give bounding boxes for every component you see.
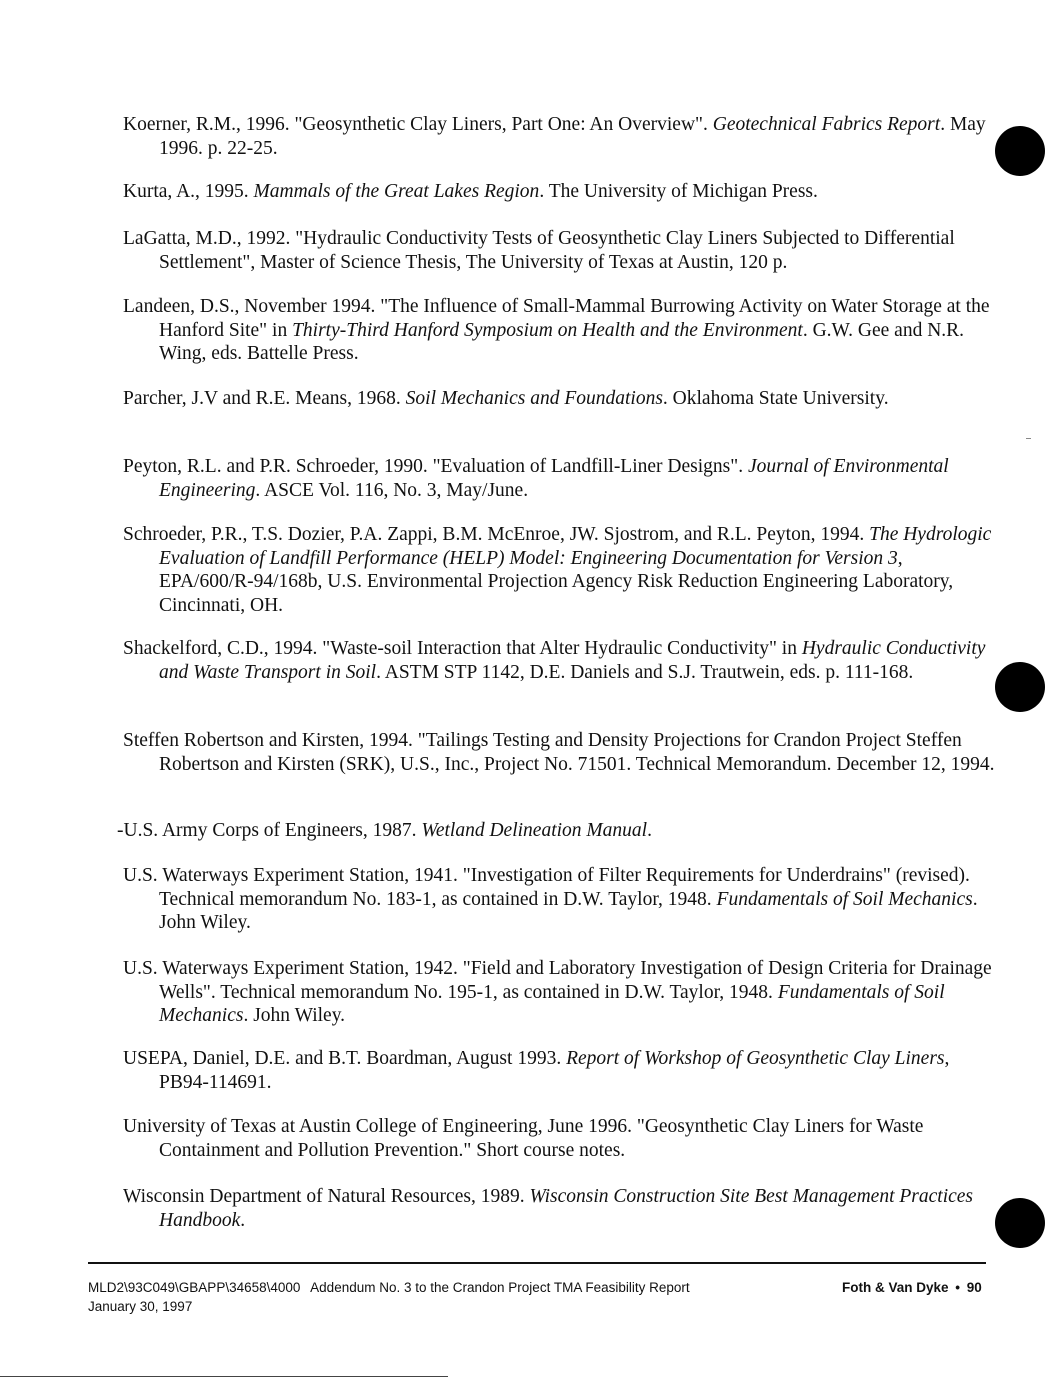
footer-line-1 (88, 1278, 690, 1297)
reference-text: , PB94-114691. (159, 1048, 950, 1093)
footer-right (842, 1278, 982, 1297)
reference-entry (123, 455, 999, 502)
binder-punch-hole (995, 662, 1045, 712)
reference-title: Geotechnical Fabrics Report (712, 114, 941, 135)
reference-text: Steffen Robertson and Kirsten, 1994. "Tailings Testing and Density Projections for Crandon Project Steffen Robertson and Kirsten (SRK), U.S., Inc., Project No. 71501. Technical Memorandum. December 12, 1994. (123, 730, 995, 775)
reference-text: Parcher, J.V and R.E. Means, 1968. (123, 388, 406, 409)
reference-entry (123, 523, 999, 617)
reference-text: Landeen, D.S., November 1994. "The Influence of Small-Mammal Burrowing Activity on Water Storage at the Hanford Site" in (123, 296, 990, 341)
scan-edge-line (0, 1376, 448, 1377)
reference-text: LaGatta, M.D., 1992. "Hydraulic Conductivity Tests of Geosynthetic Clay Liners Subjected to Differential Settlement", Master of Science Thesis, The University of Texas at Austin, 120 p. (123, 228, 955, 273)
footer-divider (88, 1262, 986, 1264)
scan-mark (1026, 438, 1031, 439)
reference-text: Kurta, A., 1995. (123, 181, 254, 202)
footer-firm: Foth & Van Dyke (842, 1280, 949, 1295)
reference-entry (123, 1115, 999, 1162)
reference-text: Schroeder, P.R., T.S. Dozier, P.A. Zappi, B.M. McEnroe, JW. Sjostrom, and R.L. Peyton, 1994. (123, 524, 870, 545)
reference-text: U.S. Waterways Experiment Station, 1941. "Investigation of Filter Requirements for Underdrains" (revised). Technical memorandum No. 183-1, as contained in D.W. Taylor, 1948. (123, 865, 970, 910)
reference-text: U.S. Waterways Experiment Station, 1942. "Field and Laboratory Investigation of Design Criteria for Drainage Wells". Technical memorandum No. 195-1, as contained in D.W. Taylor, 1948. (123, 958, 992, 1003)
reference-entry (123, 1047, 999, 1094)
reference-entry (123, 295, 999, 366)
reference-title: Wetland Delineation Manual (421, 820, 648, 841)
reference-title: Wisconsin Construction Site Best Management Practices Handbook (159, 1186, 974, 1231)
reference-entry (123, 1185, 999, 1232)
binder-punch-hole (995, 1198, 1045, 1248)
reference-text: . ASTM STP 1142, D.E. Daniels and S.J. Trautwein, eds. p. 111-168. (376, 661, 914, 683)
reference-text: USEPA, Daniel, D.E. and B.T. Boardman, August 1993. (123, 1048, 567, 1069)
reference-text: Shackelford, C.D., 1994. "Waste-soil Interaction that Alter Hydraulic Conductivity" in (123, 638, 802, 659)
reference-entry (117, 819, 993, 843)
reference-text: -U.S. Army Corps of Engineers, 1987. (117, 820, 422, 841)
reference-text: . The University of Michigan Press. (539, 181, 818, 202)
reference-entry (123, 387, 999, 411)
reference-entry (123, 180, 999, 204)
reference-entry (123, 729, 999, 776)
reference-title: The Hydrologic Evaluation of Landfill Performance (HELP) Model: Engineering Documentation for Version 3 (159, 524, 992, 569)
reference-entry (123, 957, 999, 1028)
footer-path: MLD2\93C049\GBAPP\34658\4000 (88, 1280, 301, 1295)
reference-text: . ASCE Vol. 116, No. 3, May/June. (255, 479, 529, 501)
reference-text: , EPA/600/R-94/168b, U.S. Environmental Projection Agency Risk Reduction Engineering Laboratory, Cincinnati, OH. (159, 547, 954, 616)
reference-text: . (647, 820, 652, 841)
footer-bullet: • (955, 1280, 961, 1295)
footer-date: January 30, 1997 (88, 1299, 193, 1314)
reference-entry (123, 113, 999, 160)
reference-text: . John Wiley. (159, 888, 978, 933)
reference-text: . G.W. Gee and N.R. Wing, eds. Battelle Press. (159, 319, 965, 364)
reference-entry (123, 227, 999, 274)
footer-report-title: Addendum No. 3 to the Crandon Project TMA Feasibility Report (310, 1280, 690, 1295)
page-number: 90 (966, 1280, 982, 1295)
reference-title: Soil Mechanics and Foundations (405, 388, 663, 409)
reference-text: . May 1996. p. 22-25. (159, 114, 986, 159)
reference-text: . John Wiley. (243, 1005, 346, 1026)
reference-text: . (240, 1209, 246, 1231)
footer-left (88, 1278, 690, 1316)
reference-title: Journal of Environmental Engineering (159, 456, 949, 501)
reference-title: Hydraulic Conductivity and Waste Transport in Soil (159, 638, 986, 683)
reference-title: Report of Workshop of Geosynthetic Clay Liners (566, 1048, 945, 1069)
reference-text: . Oklahoma State University. (662, 388, 889, 409)
reference-entry (123, 637, 999, 684)
reference-title: Mammals of the Great Lakes Region (253, 181, 540, 202)
binder-punch-hole (995, 126, 1045, 176)
reference-title: Fundamentals of Soil Mechanics (159, 981, 945, 1026)
reference-text: University of Texas at Austin College of Engineering, June 1996. "Geosynthetic Clay Liners for Waste Containment and Pollution Prevention." Short course notes. (123, 1116, 924, 1161)
reference-text: Koerner, R.M., 1996. "Geosynthetic Clay Liners, Part One: An Overview". (123, 114, 713, 135)
reference-title: Fundamentals of Soil Mechanics (716, 888, 973, 910)
reference-title: Thirty-Third Hanford Symposium on Health and the Environment (292, 319, 803, 341)
reference-text: Wisconsin Department of Natural Resources, 1989. (123, 1186, 530, 1207)
reference-text: Peyton, R.L. and P.R. Schroeder, 1990. "Evaluation of Landfill-Liner Designs". (123, 456, 748, 477)
reference-entry (123, 864, 999, 935)
